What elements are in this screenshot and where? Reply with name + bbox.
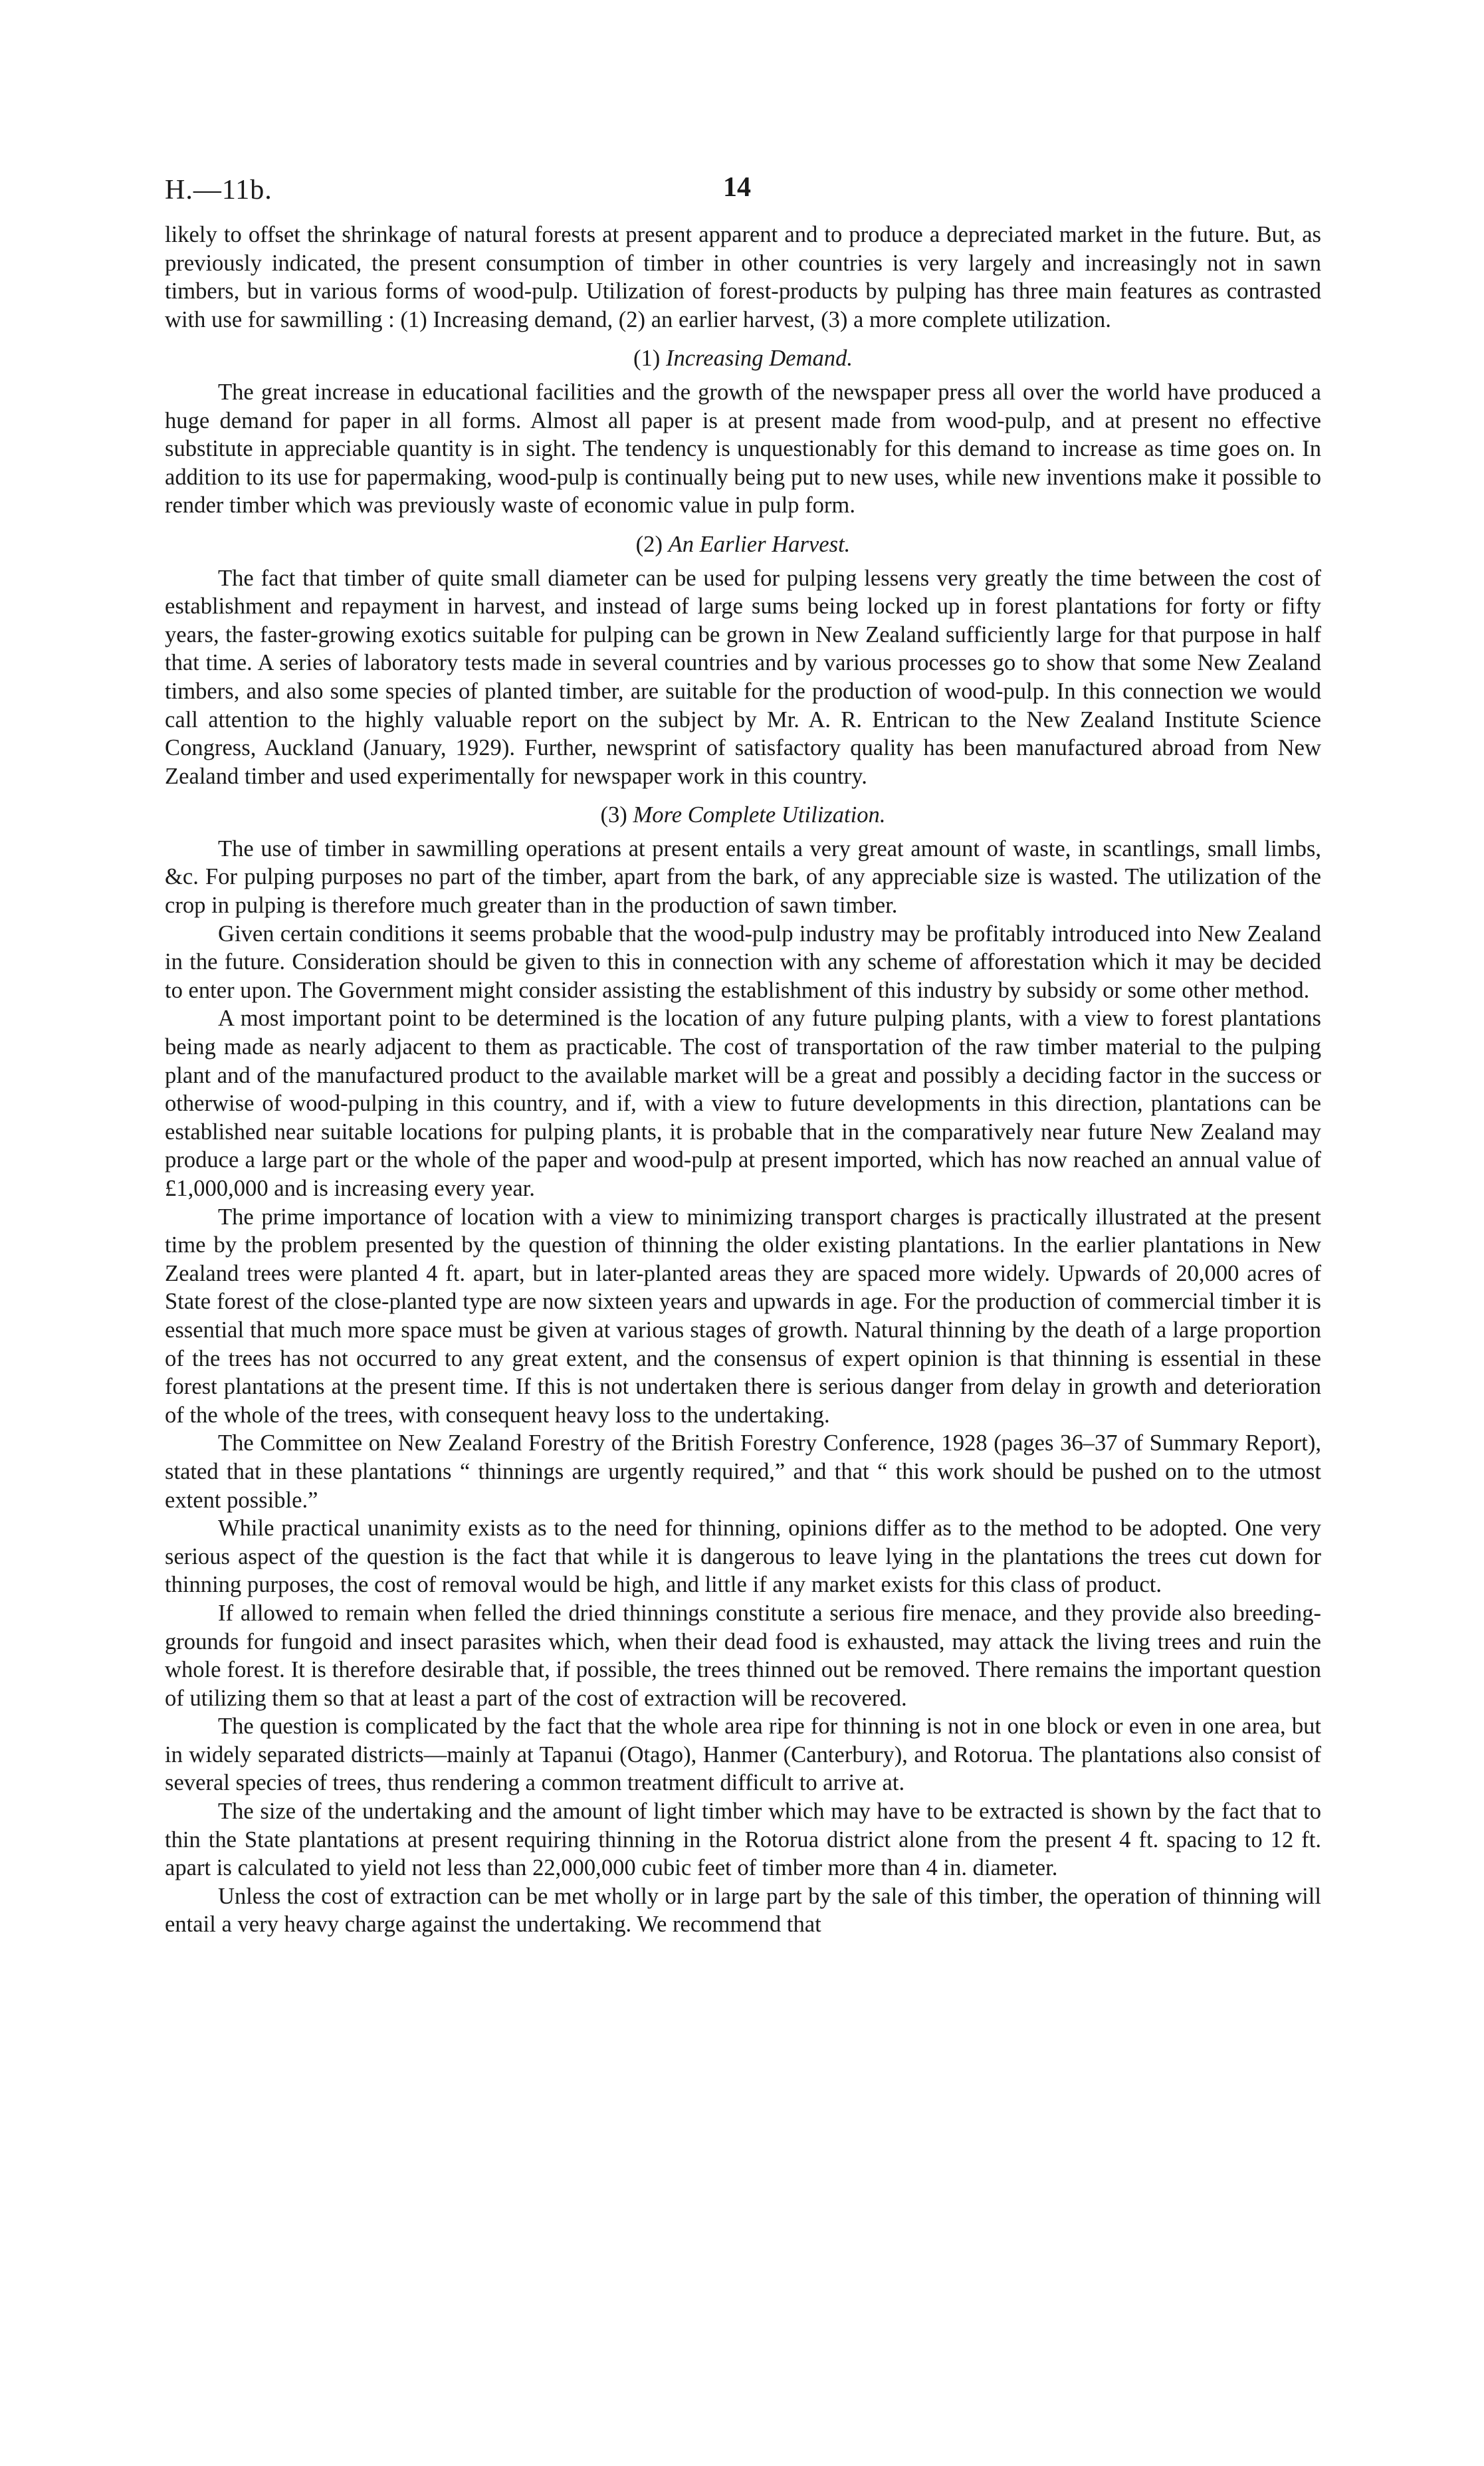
- paragraph: Unless the cost of extraction can be met wholly or in large part by the sale of this timber, the operation of thinning will entail a very heavy charge against the undertaking. We recommend that: [165, 1883, 1321, 1938]
- section-number: (3): [600, 802, 627, 828]
- section-number: (1): [633, 346, 661, 372]
- section-title: More Complete Utilization.: [633, 802, 886, 828]
- paragraph: The question is complicated by the fact that the whole area ripe for thinning is not in one block or even in one area, but in widely separated districts—mainly at Tapanui (Otago), Hanmer (Canterbury), and Rotorua. The plantations also consist of several species of trees, thus rendering a common treatment difficult to arrive at.: [165, 1714, 1321, 1796]
- paragraph: The fact that timber of quite small diameter can be used for pulping lessens very greatly the time between the cost of establishment and repayment in harvest, and instead of large sums being locked up in forest plantations for forty or fifty years, the faster-growing exotics suitable for pulping can be grown in New Zealand sufficiently large for that purpose in half that time. A series of laboratory tests made in several countries and by various processes go to show that some New Zealand timbers, and also some species of planted timber, are suitable for the production of wood-pulp. In this connection we would call attention to the highly valuable report on the subject by Mr. A. R. Entrican to the New Zealand Institute Science Congress, Auckland (January, 1929). Further, newsprint of satisfactory quality has been manufactured abroad from New Zealand timber and used experimentally for newspaper work in this country.: [165, 565, 1321, 789]
- paragraph: The great increase in educational facilities and the growth of the newspaper press all over the world have produced a huge demand for paper in all forms. Almost all paper is at present made from wood-pulp, and at present no effective substitute in appreciable quantity is in sight. The tendency is unquestionably for this demand to increase as time goes on. In addition to its use for papermaking, wood-pulp is continually being put to new uses, while new inventions make it possible to render timber which was previously waste of economic value in pulp form.: [165, 379, 1321, 518]
- body-text: [165, 221, 1321, 1939]
- section-heading-complete-utilization: [165, 801, 1321, 830]
- section-heading-increasing-demand: [165, 344, 1321, 373]
- document-page: [165, 168, 1321, 1939]
- section-number: (2): [635, 531, 663, 557]
- document-reference: H.—11b.: [165, 175, 272, 205]
- paragraph: The prime importance of location with a view to minimizing transport charges is practically illustrated at the present time by the problem presented by the question of thinning the older existing plantations. In the earlier plantations in New Zealand trees were planted 4 ft. apart, but in later-planted areas they are spaced more widely. Upwards of 20,000 acres of State forest of the close-planted type are now sixteen years and upwards in age. For the production of commercial timber it is essential that much more space must be given at various stages of growth. Natural thinning by the death of a large proportion of the trees has not occurred to any great extent, and the consensus of expert opinion is that thinning is essential in these forest plantations at the present time. If this is not undertaken there is serious danger from delay in growth and deterioration of the whole of the trees, with consequent heavy loss to the undertaking.: [165, 1204, 1321, 1428]
- section-title: Increasing Demand.: [665, 346, 853, 372]
- paragraph: The Committee on New Zealand Forestry of the British Forestry Conference, 1928 (pages 36–37 of Summary Report), stated that in these plantations “ thinnings are urgently required,” and that “ this work should be pushed on to the utmost extent possible.”: [165, 1430, 1321, 1513]
- paragraph: The use of timber in sawmilling operations at present entails a very great amount of waste, in scantlings, small limbs, &c. For pulping purposes no part of the timber, apart from the bark, of any appreciable size is wasted. The utilization of the crop in pulping is therefore much greater than in the production of sawn timber.: [165, 836, 1321, 919]
- paragraph: The size of the undertaking and the amount of light timber which may have to be extracted is shown by the fact that to thin the State plantations at present requiring thinning in the Rotorua district alone from the present 4 ft. spacing to 12 ft. apart is calculated to yield not less than 22,000,000 cubic feet of timber more than 4 in. diameter.: [165, 1799, 1321, 1881]
- page-number: 14: [723, 172, 751, 203]
- page-header: [165, 168, 1321, 221]
- paragraph: A most important point to be determined is the location of any future pulping plants, with a view to forest plantations being made as nearly adjacent to them as practicable. The cost of transportation of the raw timber material to the pulping plant and of the manufactured product to the available market will be a great and possibly a deciding factor in the success or otherwise of wood-pulping in this country, and if, with a view to future developments in this direction, plantations can be established near suitable locations for pulping plants, it is probable that in the comparatively near future New Zealand may produce a large part or the whole of the paper and wood-pulp at present imported, which has now reached an annual value of £1,000,000 and is increasing every year.: [165, 1006, 1321, 1201]
- section-heading-earlier-harvest: [165, 530, 1321, 559]
- paragraph: If allowed to remain when felled the dried thinnings constitute a serious fire menace, and they provide also breeding-grounds for fungoid and insect parasites which, when their dead food is exhausted, may attack the living trees and ruin the whole forest. It is therefore desirable that, if possible, the trees thinned out be removed. There remains the important question of utilizing them so that at least a part of the cost of extraction will be recovered.: [165, 1600, 1321, 1711]
- paragraph: While practical unanimity exists as to the need for thinning, opinions differ as to the method to be adopted. One very serious aspect of the question is the fact that while it is dangerous to leave lying in the plantations the trees cut down for thinning purposes, the cost of removal would be high, and little if any market exists for this class of product.: [165, 1515, 1321, 1598]
- intro-paragraph: likely to offset the shrinkage of natural forests at present apparent and to produce a depreciated market in the future. But, as previously indicated, the present consumption of timber in other countries is very largely and increasingly not in sawn timbers, but in various forms of wood-pulp. Utilization of forest-products by pulping has three main features as contrasted with use for sawmilling : (1) Increasing demand, (2) an earlier harvest, (3) a more complete utilization.: [165, 222, 1321, 332]
- paragraph: Given certain conditions it seems probable that the wood-pulp industry may be profitably introduced into New Zealand in the future. Consideration should be given to this in connection with any scheme of afforestation which it may be decided to enter upon. The Government might consider assisting the establishment of this industry by subsidy or some other method.: [165, 921, 1321, 1003]
- section-title: An Earlier Harvest.: [668, 531, 851, 557]
